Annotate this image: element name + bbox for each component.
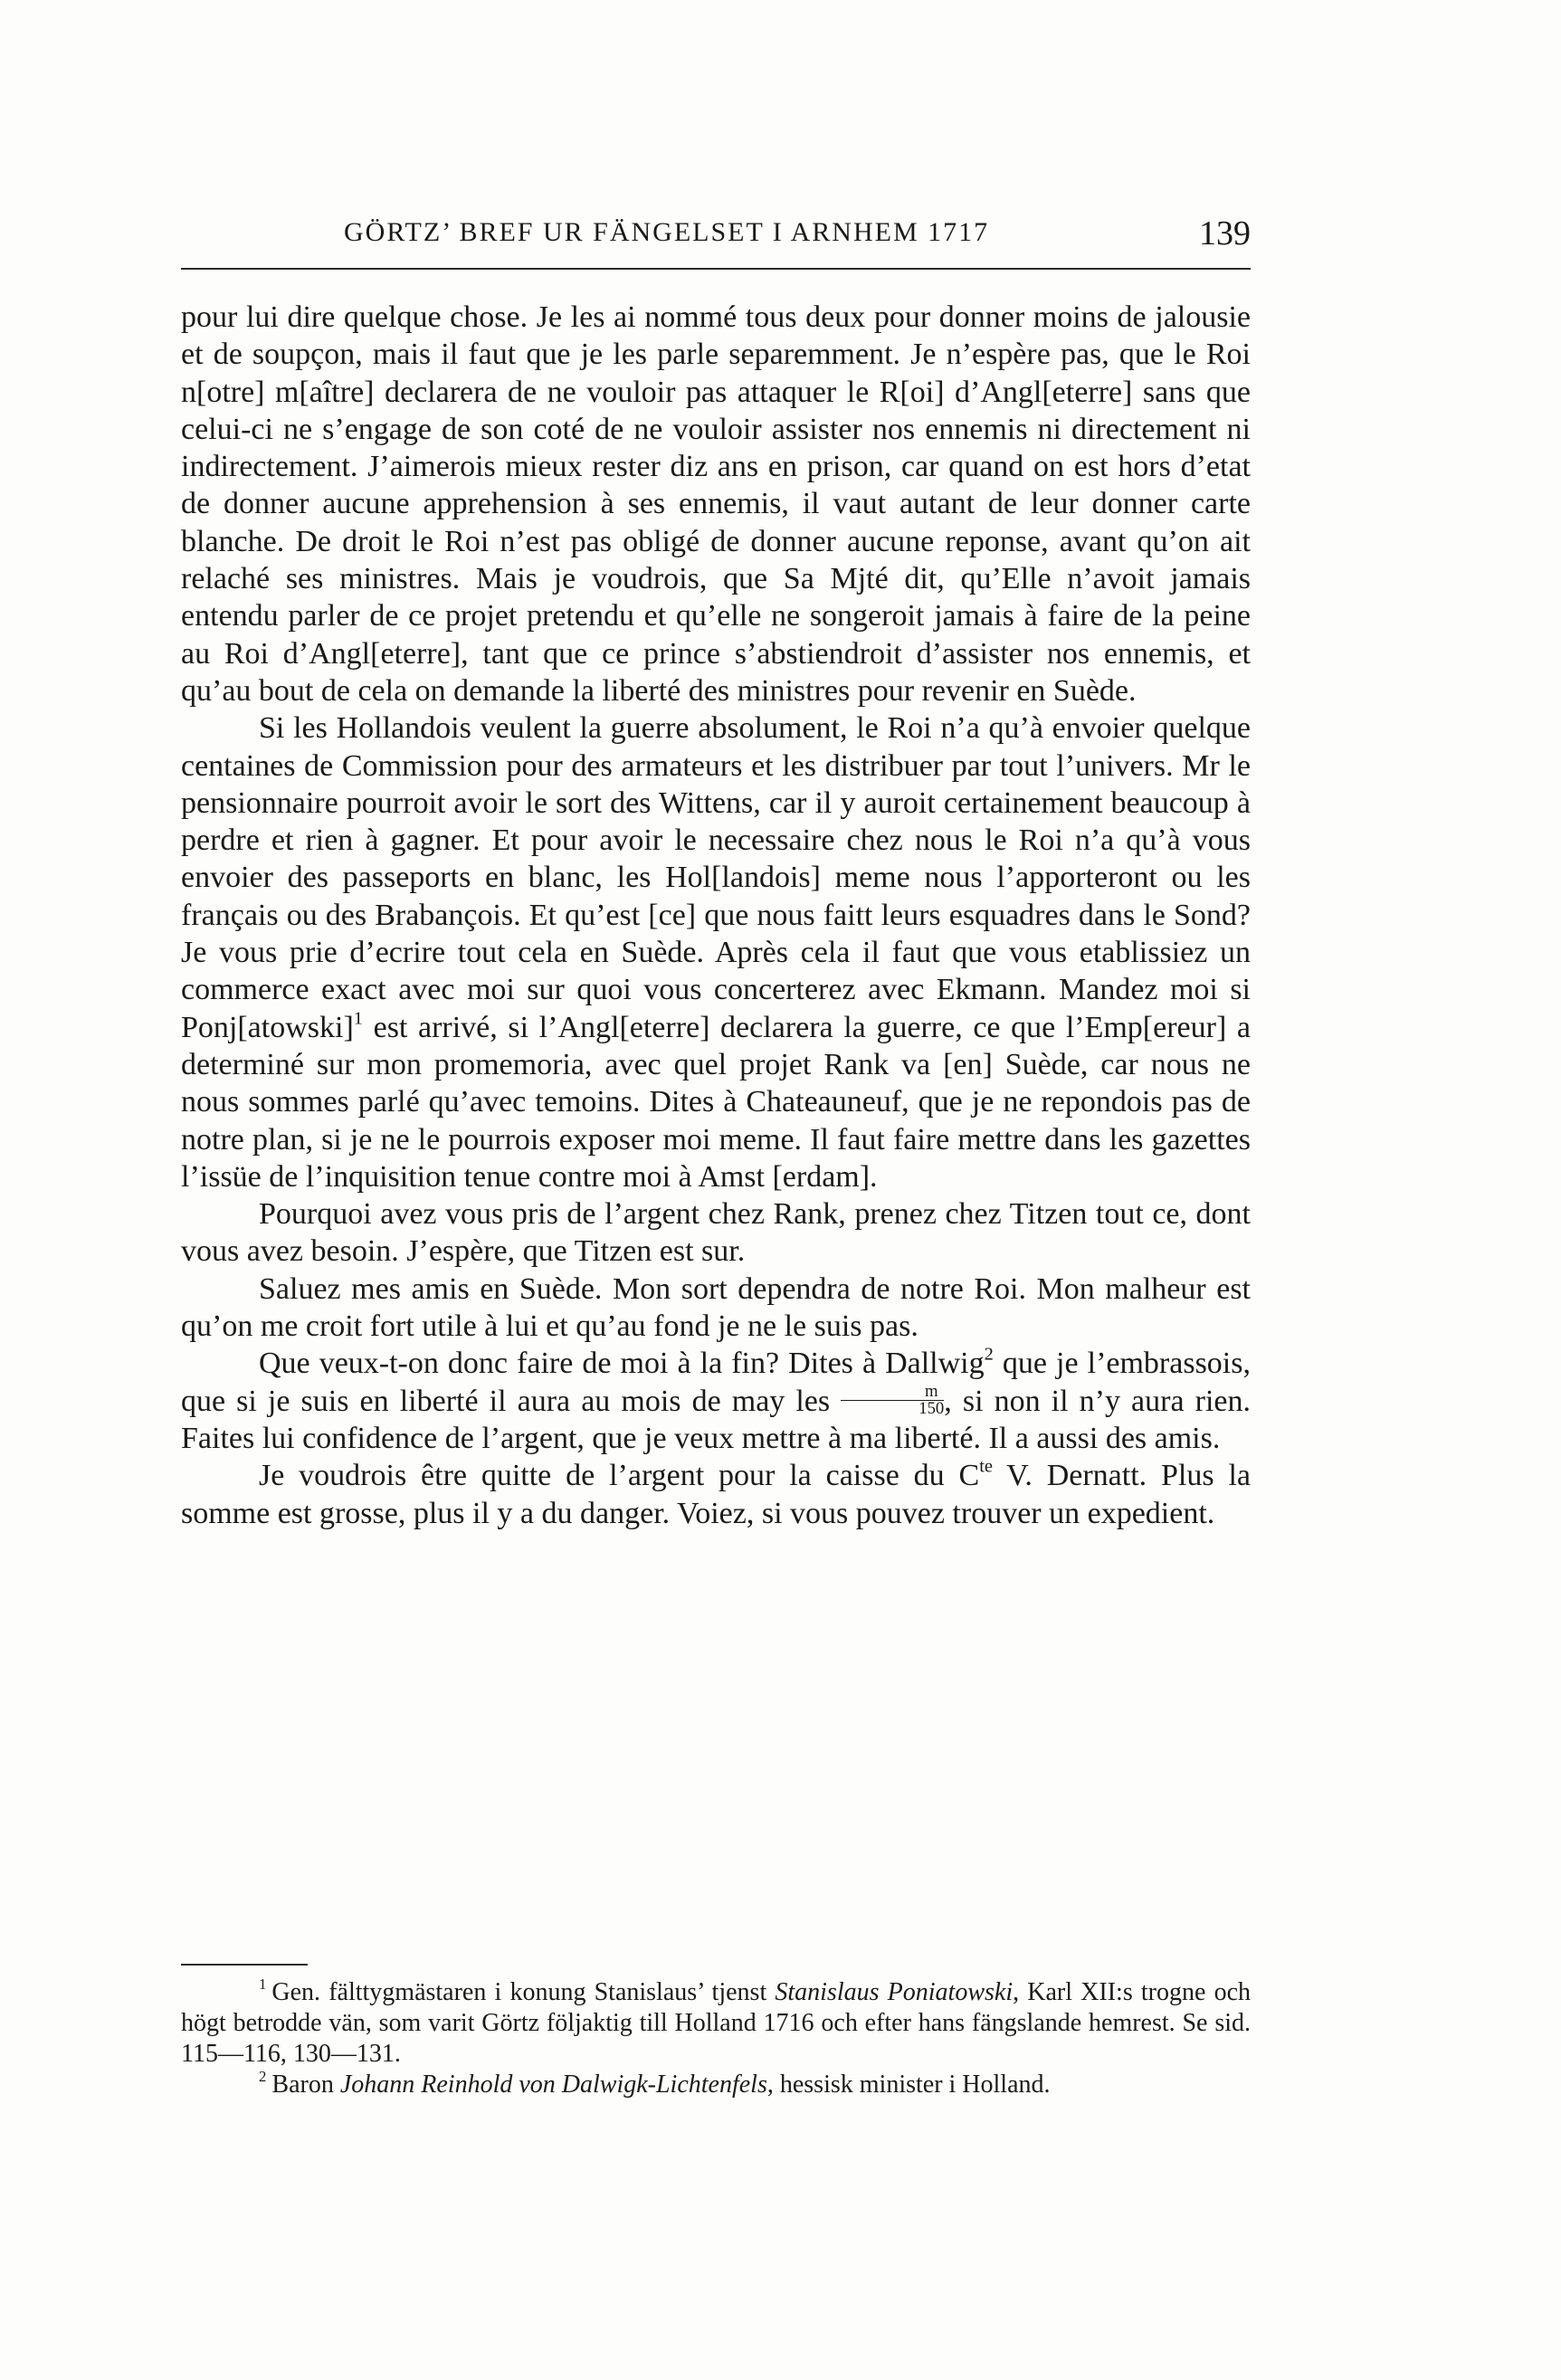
footnote-2-text-a: Baron [271, 2071, 340, 2099]
footnote-1-mark: 1 [259, 1975, 267, 1994]
fraction-denominator: 150 [919, 1399, 945, 1419]
paragraph-2 [181, 709, 1251, 1195]
footnote-2-italic: Johann Reinhold von Dalwigk-Lichtenfels [339, 2071, 767, 2099]
main-text [181, 299, 1251, 1532]
footnote-1-text-b: , Karl XII:s trogne och högt betrodde vän, som varit Görtz följaktig till Holland 1716 och efter hans fängslande hemrest. Se sid. 115—116, 130—131. [181, 1978, 1251, 2068]
paragraph-5 [181, 1345, 1251, 1457]
paragraph-6 [181, 1457, 1251, 1532]
footnote-2 [181, 2070, 1251, 2100]
page-number: 139 [1199, 214, 1251, 252]
footnote-ref-2[interactable]: 2 [984, 1345, 994, 1366]
fraction-numerator: m [841, 1384, 944, 1402]
footnote-2-text-b: , hessisk minister i Holland. [766, 2071, 1051, 2099]
footnote-1-italic: Stanislaus Poniatowski [775, 1978, 1014, 2006]
paragraph-3: Pourquoi avez vous pris de l’argent chez Rank, prenez chez Titzen tout ce, dont vous avez besoin. J’espère, que Titzen est sur. [181, 1197, 1251, 1269]
fraction [841, 1381, 945, 1419]
paragraph-2-part-b: est arrivé, si l’Angl[eterre] declarera la guerre, ce que l’Emp[ereur] a determiné sur mon promemoria, avec quel projet Rank va [en] Suède, car nous ne nous sommes parlé qu’avec temoins. Dites à Chateauneuf, que je ne repondois pas de notre plan, si je ne le pourrois exposer moi meme. Il faut faire mettre dans les gazettes l’issüe de l’inquisition tenue contre moi à Amst [erdam]. [181, 1010, 1251, 1194]
footnote-2-mark: 2 [259, 2068, 267, 2086]
paragraph-5-part-b: que je l’embrassois, que si je suis en liberté il aura au mois de may les [181, 1347, 1251, 1418]
footnotes [181, 1977, 1251, 2100]
paragraph-2-part-a: Si les Hollandois veulent la guerre absolument, le Roi n’a qu’à envoier quelque centaines de Commission pour des armateurs et les distribuer par tout l’univers. Mr le pensionnaire pourroit avoir le sort des Wittens, car il y auroit certainement beaucoup à perdre et rien à gagner. Et pour avoir le necessaire chez nous le Roi n’a qu’à vous envoier des passeports en blanc, les Hol[landois] meme nous l’apporteront ou les français ou des Brabançois. Et qu’est [ce] que nous faitt leurs esquadres dans le Sond? Je vous prie d’ecrire tout cela en Suède. Après cela il faut que vous etablissiez un commerce exact avec moi sur quoi vous concerterez avec Ekmann. Mandez moi si Ponj[atowski] [181, 711, 1251, 1044]
paragraph-6-part-a: Je voudrois être quitte de l’argent pour la caisse du C [259, 1459, 980, 1493]
paragraph-1: pour lui dire quelque chose. Je les ai nommé tous deux pour donner moins de jalousie et de soupçon, mais il faut que je les parle separemment. Je n’espère pas, que le Roi n[otre] m[aître] declarera de ne vouloir pas attaquer le R[oi] d’Angl[eterre] sans que celui-ci ne s’engage de son coté de ne vouloir assister nos ennemis ni directement ni indirectement. J’aimerois mieux rester diz ans en prison, car quand on est hors d’etat de donner aucune apprehension à ses ennemis, il vaut autant de leur donner carte blanche. De droit le Roi n’est pas obligé de donner aucune reponse, avant qu’on ait relaché ses ministres. Mais je voudrois, que Sa Mjté dit, qu’Elle n’avoit jamais entendu parler de ce projet pretendu et qu’elle ne songeroit jamais à faire de la peine au Roi d’Angl[eterre], tant que ce prince s’abstiendroit d’assister nos ennemis, et qu’au bout de cela on demande la liberté des ministres pour revenir en Suède. [181, 300, 1251, 708]
running-title: GÖRTZ’ BREF UR FÄNGELSET I ARNHEM 1717 [344, 217, 990, 247]
paragraph-6-part-b: V. Dernatt. Plus la somme est grosse, plus il y a du danger. Voiez, si vous pouvez trouver un expedient. [181, 1459, 1251, 1530]
footnote-1 [181, 1977, 1251, 2070]
running-head [181, 214, 1251, 270]
footnote-divider [181, 1964, 308, 1966]
footnote-1-text-a: Gen. fälttygmästaren i konung Stanislaus’ tjenst [271, 1978, 776, 2006]
paragraph-4: Saluez mes amis en Suède. Mon sort dependra de notre Roi. Mon malheur est qu’on me croit fort utile à lui et qu’au fond je ne le suis pas. [181, 1271, 1251, 1344]
footnote-ref-1[interactable]: 1 [353, 1008, 363, 1029]
superscript-te: te [979, 1456, 993, 1477]
paragraph-5-part-a: Que veux-t-on donc faire de moi à la fin? Dites à Dallwig [259, 1347, 985, 1381]
paragraph-5-part-c: , si non il n’y aura rien. Faites lui confidence de l’argent, que je veux mettre à ma liberté. Il a aussi des amis. [181, 1384, 1251, 1455]
